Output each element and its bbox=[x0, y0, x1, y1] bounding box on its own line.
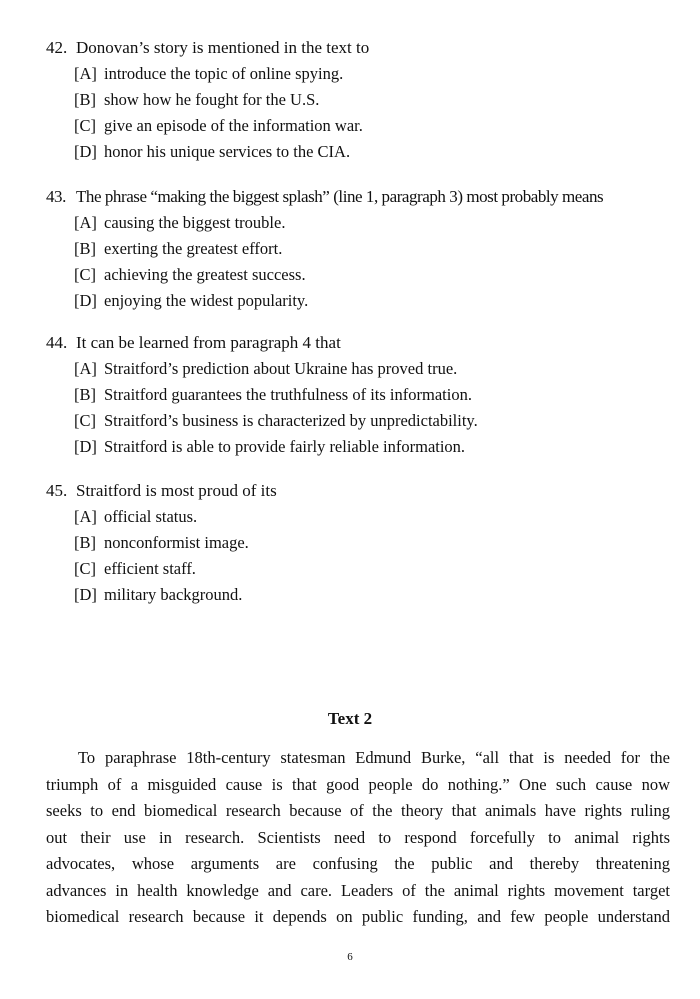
option-letter: [D] bbox=[74, 585, 97, 604]
option-letter: [A] bbox=[74, 64, 97, 83]
passage-line: seeks to end biomedical research because of the theory that animals have rights ruling bbox=[46, 801, 670, 820]
option-letter: [A] bbox=[74, 507, 97, 526]
question-number: 43. bbox=[46, 187, 66, 206]
option-b bbox=[46, 530, 676, 556]
option-d bbox=[46, 288, 676, 314]
option-letter: [D] bbox=[74, 142, 97, 161]
option-c bbox=[46, 113, 676, 139]
option-letter: [A] bbox=[74, 359, 97, 378]
option-a bbox=[46, 61, 676, 87]
option-c bbox=[46, 262, 676, 288]
question-number: 44. bbox=[46, 333, 68, 352]
option-text: military background. bbox=[104, 585, 243, 604]
passage bbox=[46, 745, 670, 931]
option-text: enjoying the widest popularity. bbox=[104, 291, 309, 310]
option-text: Straitford guarantees the truthfulness of its information. bbox=[104, 385, 472, 404]
option-text: Straitford’s business is characterized by unpredictability. bbox=[104, 411, 478, 430]
option-c bbox=[46, 556, 676, 582]
option-letter: [C] bbox=[74, 559, 96, 578]
question-42 bbox=[46, 35, 676, 165]
question-stem bbox=[46, 330, 676, 356]
option-letter: [D] bbox=[74, 437, 97, 456]
option-text: exerting the greatest effort. bbox=[104, 239, 283, 258]
passage-line: triumph of a misguided cause is that good people do nothing.” One such cause now bbox=[46, 774, 670, 794]
question-44 bbox=[46, 330, 676, 460]
option-d bbox=[46, 434, 676, 460]
option-text: nonconformist image. bbox=[104, 533, 249, 552]
option-text: show how he fought for the U.S. bbox=[104, 90, 320, 109]
option-letter: [C] bbox=[74, 265, 96, 284]
option-b bbox=[46, 87, 676, 113]
option-text: introduce the topic of online spying. bbox=[104, 64, 344, 83]
option-text: Straitford is able to provide fairly reliable information. bbox=[104, 437, 466, 456]
option-letter: [D] bbox=[74, 291, 97, 310]
question-text: The phrase “making the biggest splash” (line 1, paragraph 3) most probably means bbox=[76, 187, 604, 206]
option-text: official status. bbox=[104, 507, 198, 526]
question-number: 45. bbox=[46, 481, 68, 500]
option-letter: [B] bbox=[74, 239, 96, 258]
option-text: causing the biggest trouble. bbox=[104, 213, 286, 232]
option-letter: [C] bbox=[74, 411, 96, 430]
question-text: Donovan’s story is mentioned in the text to bbox=[76, 38, 370, 57]
page-number: 6 bbox=[347, 951, 353, 963]
option-d bbox=[46, 139, 676, 165]
option-b bbox=[46, 382, 676, 408]
question-stem bbox=[46, 184, 676, 210]
option-letter: [C] bbox=[74, 116, 96, 135]
passage-line: To paraphrase 18th-century statesman Edmund Burke, “all that is needed for the bbox=[78, 748, 670, 767]
option-text: efficient staff. bbox=[104, 559, 196, 578]
passage-line: advances in health knowledge and care. Leaders of the animal rights movement target bbox=[46, 880, 670, 900]
passage-line: biomedical research because it depends on public funding, and few people understand bbox=[46, 907, 670, 926]
option-a bbox=[46, 504, 676, 530]
question-number: 42. bbox=[46, 38, 68, 57]
question-text: Straitford is most proud of its bbox=[76, 481, 277, 500]
option-text: Straitford’s prediction about Ukraine has proved true. bbox=[104, 359, 458, 378]
question-45 bbox=[46, 478, 676, 608]
option-c bbox=[46, 408, 676, 434]
option-letter: [B] bbox=[74, 90, 96, 109]
option-text: honor his unique services to the CIA. bbox=[104, 142, 351, 161]
question-text: It can be learned from paragraph 4 that bbox=[76, 333, 341, 352]
option-letter: [A] bbox=[74, 213, 97, 232]
passage-line: advocates, whose arguments are confusing the public and thereby threatening bbox=[46, 854, 670, 873]
option-text: achieving the greatest success. bbox=[104, 265, 306, 284]
option-a bbox=[46, 210, 676, 236]
option-letter: [B] bbox=[74, 385, 96, 404]
question-stem bbox=[46, 478, 676, 504]
option-d bbox=[46, 582, 676, 608]
question-stem bbox=[46, 35, 676, 61]
question-43 bbox=[46, 184, 676, 314]
passage-line: out their use in research. Scientists need to respond forcefully to animal rights bbox=[46, 827, 670, 847]
option-a bbox=[46, 356, 676, 382]
option-letter: [B] bbox=[74, 533, 96, 552]
option-text: give an episode of the information war. bbox=[104, 116, 363, 135]
section-title: Text 2 bbox=[327, 709, 373, 728]
option-b bbox=[46, 236, 676, 262]
